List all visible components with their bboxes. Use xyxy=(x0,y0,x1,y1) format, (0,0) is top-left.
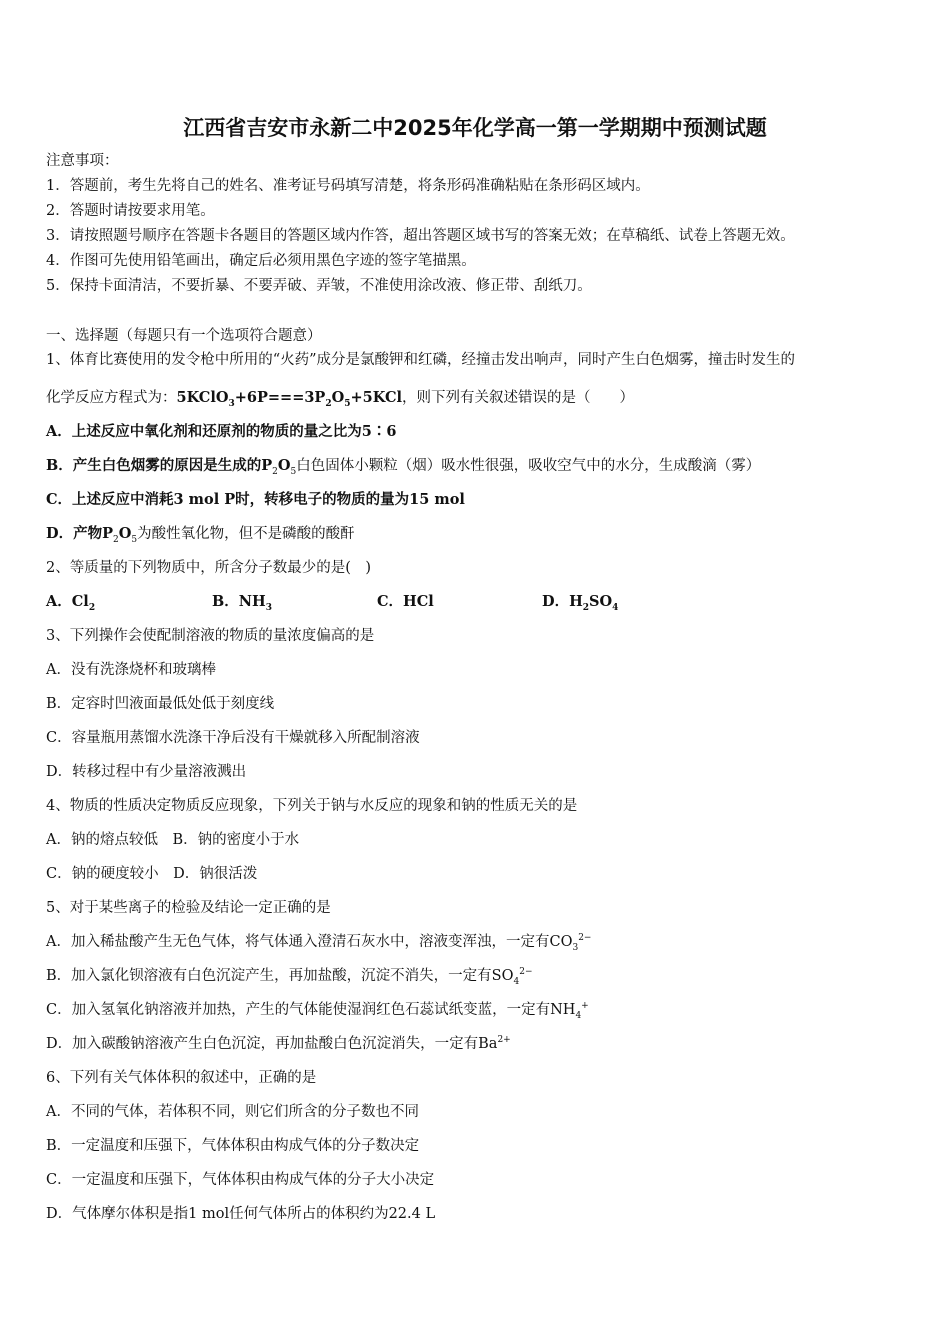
q3-option-b: B．定容时凹液面最低处低于刻度线 xyxy=(46,696,275,712)
q3-option-c: C．容量瓶用蒸馏水洗涤干净后没有干燥就移入所配制溶液 xyxy=(46,730,420,746)
q5-option-c: C．加入氢氧化钠溶液并加热，产生的气体能使湿润红色石蕊试纸变蓝，一定有$NH_4^+$ xyxy=(46,1001,589,1021)
q1-stem-line2: 化学反应方程式为：$5KClO_3+6P===3P_2O_5+5KCl$，则下列有关叙述错误的是（ ） xyxy=(46,389,635,409)
q3-option-d: D．转移过程中有少量溶液溅出 xyxy=(46,764,247,780)
q1-equation: $5KClO_3+6P===3P_2O_5+5KCl$ xyxy=(176,389,403,409)
exam-title: 江西省吉安市永新二中2025年化学高一第一学期期中预测试题 xyxy=(183,116,767,140)
q2-option-d: D．$H_2SO_4$ xyxy=(542,593,619,613)
notice-item-2: 2．答题时请按要求用笔。 xyxy=(46,203,215,219)
q5-option-a: A．加入稀盐酸产生无色气体，将气体通入澄清石灰水中，溶液变浑浊，一定有$CO_3^{2-}$ xyxy=(46,933,592,953)
q1-option-d: D．产物$P_2O_5$为酸性氧化物，但不是磷酸的酸酐 xyxy=(46,525,355,545)
notice-item-4: 4．作图可先使用铅笔画出，确定后必须用黑色字迹的签字笔描黑。 xyxy=(46,253,476,269)
q6-stem: 6、下列有关气体体积的叙述中，正确的是 xyxy=(46,1070,317,1086)
q2-option-c: C．HCl xyxy=(377,593,434,610)
q2-option-b: B．$NH_3$ xyxy=(212,593,272,613)
notice-item-3: 3．请按照题号顺序在答题卡各题目的答题区域内作答，超出答题区域书写的答案无效；在草稿纸、试卷上答题无效。 xyxy=(46,228,795,244)
notice-item-1: 1．答题前，考生先将自己的姓名、准考证号码填写清楚，将条形码准确粘贴在条形码区域内。 xyxy=(46,178,650,194)
q3-option-a: A．没有洗涤烧杯和玻璃棒 xyxy=(46,662,216,678)
q3-stem: 3、下列操作会使配制溶液的物质的量浓度偏高的是 xyxy=(46,628,375,644)
q1-option-b: B．产生白色烟雾的原因是生成的$P_2O_5$白色固体小颗粒（烟）吸水性很强，吸收空气中的水分，生成酸滴（雾） xyxy=(46,457,761,477)
q6-option-a: A．不同的气体，若体积不同，则它们所含的分子数也不同 xyxy=(46,1104,419,1120)
q4-options-ab: A．钠的熔点较低 B．钠的密度小于水 xyxy=(46,832,300,848)
notice-item-5: 5．保持卡面清洁，不要折暴、不要弄破、弄皱，不准使用涂改液、修正带、刮纸刀。 xyxy=(46,278,592,294)
q1-stem-line1: 1、体育比赛使用的发令枪中所用的“火药”成分是氯酸钾和红磷，经撞击发出响声，同时产生白色烟雾，撞击时发生的 xyxy=(46,352,796,368)
q2-option-a: A．$Cl_2$ xyxy=(46,593,96,613)
q5-stem: 5、对于某些离子的检验及结论一定正确的是 xyxy=(46,900,331,916)
q1-option-a: A．上述反应中氧化剂和还原剂的物质的量之比为5∶6 xyxy=(46,423,397,440)
q5-option-d: D．加入碳酸钠溶液产生白色沉淀，再加盐酸白色沉淀消失，一定有$Ba^{2+}$ xyxy=(46,1035,511,1052)
q4-stem: 4、物质的性质决定物质反应现象，下列关于钠与水反应的现象和钠的性质无关的是 xyxy=(46,798,578,814)
section-heading: 一、选择题（每题只有一个选项符合题意） xyxy=(46,328,322,344)
q2-stem: 2、等质量的下列物质中，所含分子数最少的是( ) xyxy=(46,560,372,576)
notice-heading: 注意事项： xyxy=(46,153,119,169)
q4-options-cd: C．钠的硬度较小 D．钠很活泼 xyxy=(46,866,258,882)
q1-option-c: C．上述反应中消耗3 mol P时，转移电子的物质的量为15 mol xyxy=(46,491,465,508)
q6-option-c: C．一定温度和压强下，气体体积由构成气体的分子大小决定 xyxy=(46,1172,435,1188)
q6-option-b: B．一定温度和压强下，气体体积由构成气体的分子数决定 xyxy=(46,1138,420,1154)
q6-option-d: D．气体摩尔体积是指1 mol任何气体所占的体积约为22.4 L xyxy=(46,1206,436,1222)
q5-option-b: B．加入氯化钡溶液有白色沉淀产生，再加盐酸，沉淀不消失，一定有$SO_4^{2-}$ xyxy=(46,967,533,987)
